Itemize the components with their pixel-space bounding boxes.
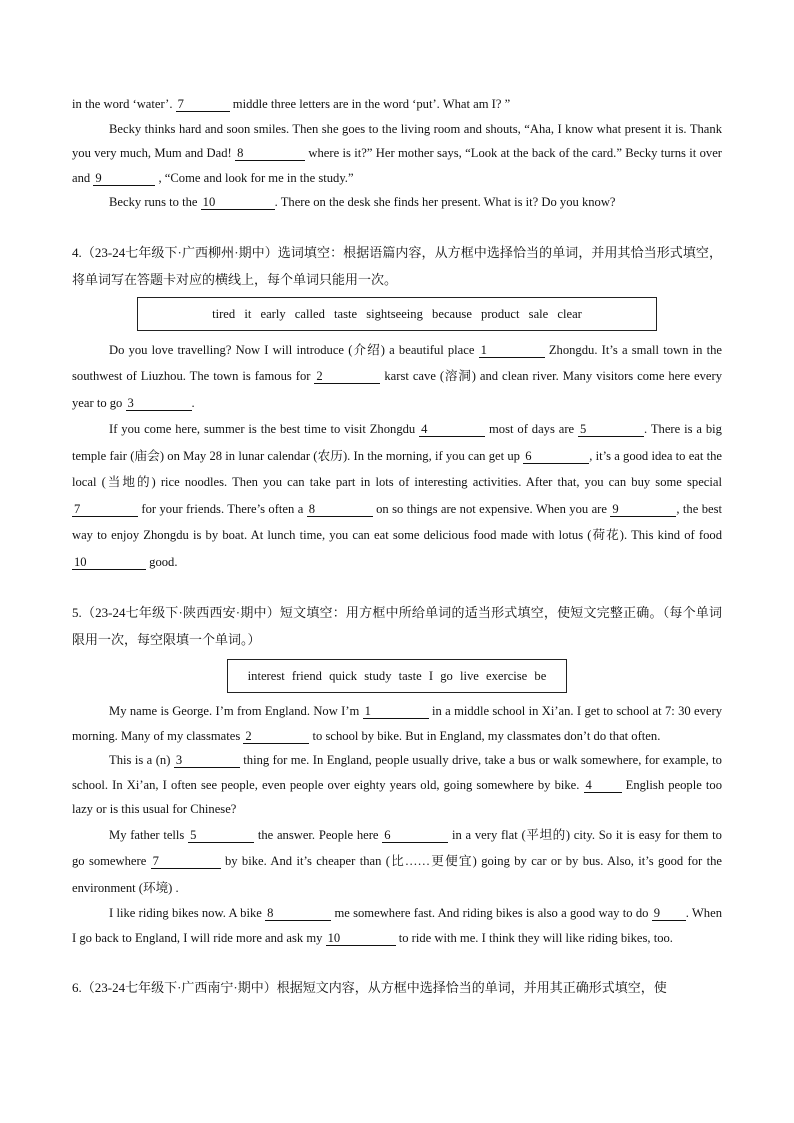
blank-5[interactable]: 5: [578, 422, 644, 437]
passage-paragraph: Becky runs to the 10 . There on the desk she finds her present. What is it? Do you know?: [109, 195, 616, 209]
question-heading: 6.（23-24七年级下·广西南宁·期中）根据短文内容，从方框中选择恰当的单词，并用其正确形式填空，使: [72, 980, 667, 995]
passage-paragraph: My name is George. I’m from England. Now I’m 1 in a middle school in Xi’an. I get to school at 7: 30 every morning. Many of my classmates 2 to school by bike. But in England, my classmates don’t do that often.: [72, 704, 723, 743]
blank-10[interactable]: 10: [326, 931, 396, 946]
question-heading: 5.（23-24七年级下·陕西西安·期中）短文填空：用方框中所给单词的适当形式填空，使短文完整正确。（每个单词限用一次，每空限填一个单词。）: [72, 605, 722, 647]
blank-4[interactable]: 4: [419, 422, 485, 437]
blank-9[interactable]: 9: [610, 502, 676, 517]
blank-9[interactable]: 9: [93, 171, 155, 186]
section-3-tail: [72, 92, 722, 215]
blank-2[interactable]: 2: [314, 369, 380, 384]
word-bank-box: interest friend quick study taste I go live exercise be: [227, 659, 567, 693]
section-6: [72, 974, 722, 1001]
blank-4[interactable]: 4: [584, 778, 622, 793]
question-heading: 4.（23-24七年级下·广西柳州·期中）选词填空：根据语篇内容，从方框中选择恰当的单词，并用其恰当形式填空，将单词写在答题卡对应的横线上，每个单词只能用一次。: [72, 244, 722, 287]
blank-7[interactable]: 7: [151, 854, 221, 869]
passage-paragraph: My father tells 5 the answer. People here 6 in a very flat (平坦的) city. So it is easy for them to go somewhere 7 by bike. And it’s cheaper than (比……更便宜) going by car or by bus. Also, it’s good for the environment (环境) .: [72, 827, 722, 895]
blank-6[interactable]: 6: [523, 449, 589, 464]
passage-paragraph: If you come here, summer is the best time to visit Zhongdu 4 most of days are 5 . There is a big temple fair (庙会) on May 28 in lunar calendar (农历). In the morning, if you can get up 6 , it’s a good idea to eat the local (当地的) rice noodles. Then you can take part in lots of interesting activities. After that, you can buy some special 7 for your friends. There’s often a 8 on so things are not expensive. When you are 9 , the best way to enjoy Zhongdu is by boat. At lunch time, you can eat some delicious food made with lotus (荷花). This kind of food 10 good.: [72, 422, 723, 569]
blank-10[interactable]: 10: [201, 195, 275, 210]
blank-7[interactable]: 7: [176, 97, 230, 112]
passage-paragraph: Becky thinks hard and soon smiles. Then she goes to the living room and shouts, “Aha, I know what present it is. Thank you very much, Mum and Dad! 8 where is it?” Her mother says, “Look at the back of the card.” Becky turns it over and 9 , “Come and look for me in the study.”: [72, 121, 722, 185]
blank-3[interactable]: 3: [174, 753, 240, 768]
blank-8[interactable]: 8: [235, 146, 305, 161]
passage-paragraph: This is a (n) 3 thing for me. In England, people usually drive, take a bus or walk somewhere, for example, to school. In Xi’an, I often see people, even people over eighty years old, going somewhere by bike. 4 English people too lazy or is this usual for Chinese?: [72, 753, 723, 816]
blank-1[interactable]: 1: [479, 343, 545, 358]
section-4: [72, 239, 722, 576]
blank-2[interactable]: 2: [243, 729, 309, 744]
blank-8[interactable]: 8: [307, 502, 373, 517]
worksheet-page: [72, 92, 722, 1001]
blank-7[interactable]: 7: [72, 502, 138, 517]
blank-6[interactable]: 6: [382, 828, 448, 843]
blank-3[interactable]: 3: [126, 396, 192, 411]
passage-paragraph: I like riding bikes now. A bike 8 me somewhere fast. And riding bikes is also a good way to do 9 . When I go back to England, I will ride more and ask my 10 to ride with me. I think they will like riding bikes, too.: [72, 906, 722, 945]
passage-paragraph: Do you love travelling? Now I will introduce (介绍) a beautiful place 1 Zhongdu. It’s a small town in the southwest of Liuzhou. The town is famous for 2 karst cave (溶洞) and clean river. Many visitors come here every year to go 3 .: [72, 342, 722, 410]
blank-5[interactable]: 5: [188, 828, 254, 843]
blank-9[interactable]: 9: [652, 906, 686, 921]
section-5: [72, 599, 722, 950]
word-bank-box: tired it early called taste sightseeing because product sale clear: [137, 297, 657, 331]
passage-line: in the word ‘water’. 7 middle three letters are in the word ‘put’. What am I? ”: [72, 97, 511, 111]
blank-8[interactable]: 8: [265, 906, 331, 921]
blank-10[interactable]: 10: [72, 555, 146, 570]
blank-1[interactable]: 1: [363, 704, 429, 719]
